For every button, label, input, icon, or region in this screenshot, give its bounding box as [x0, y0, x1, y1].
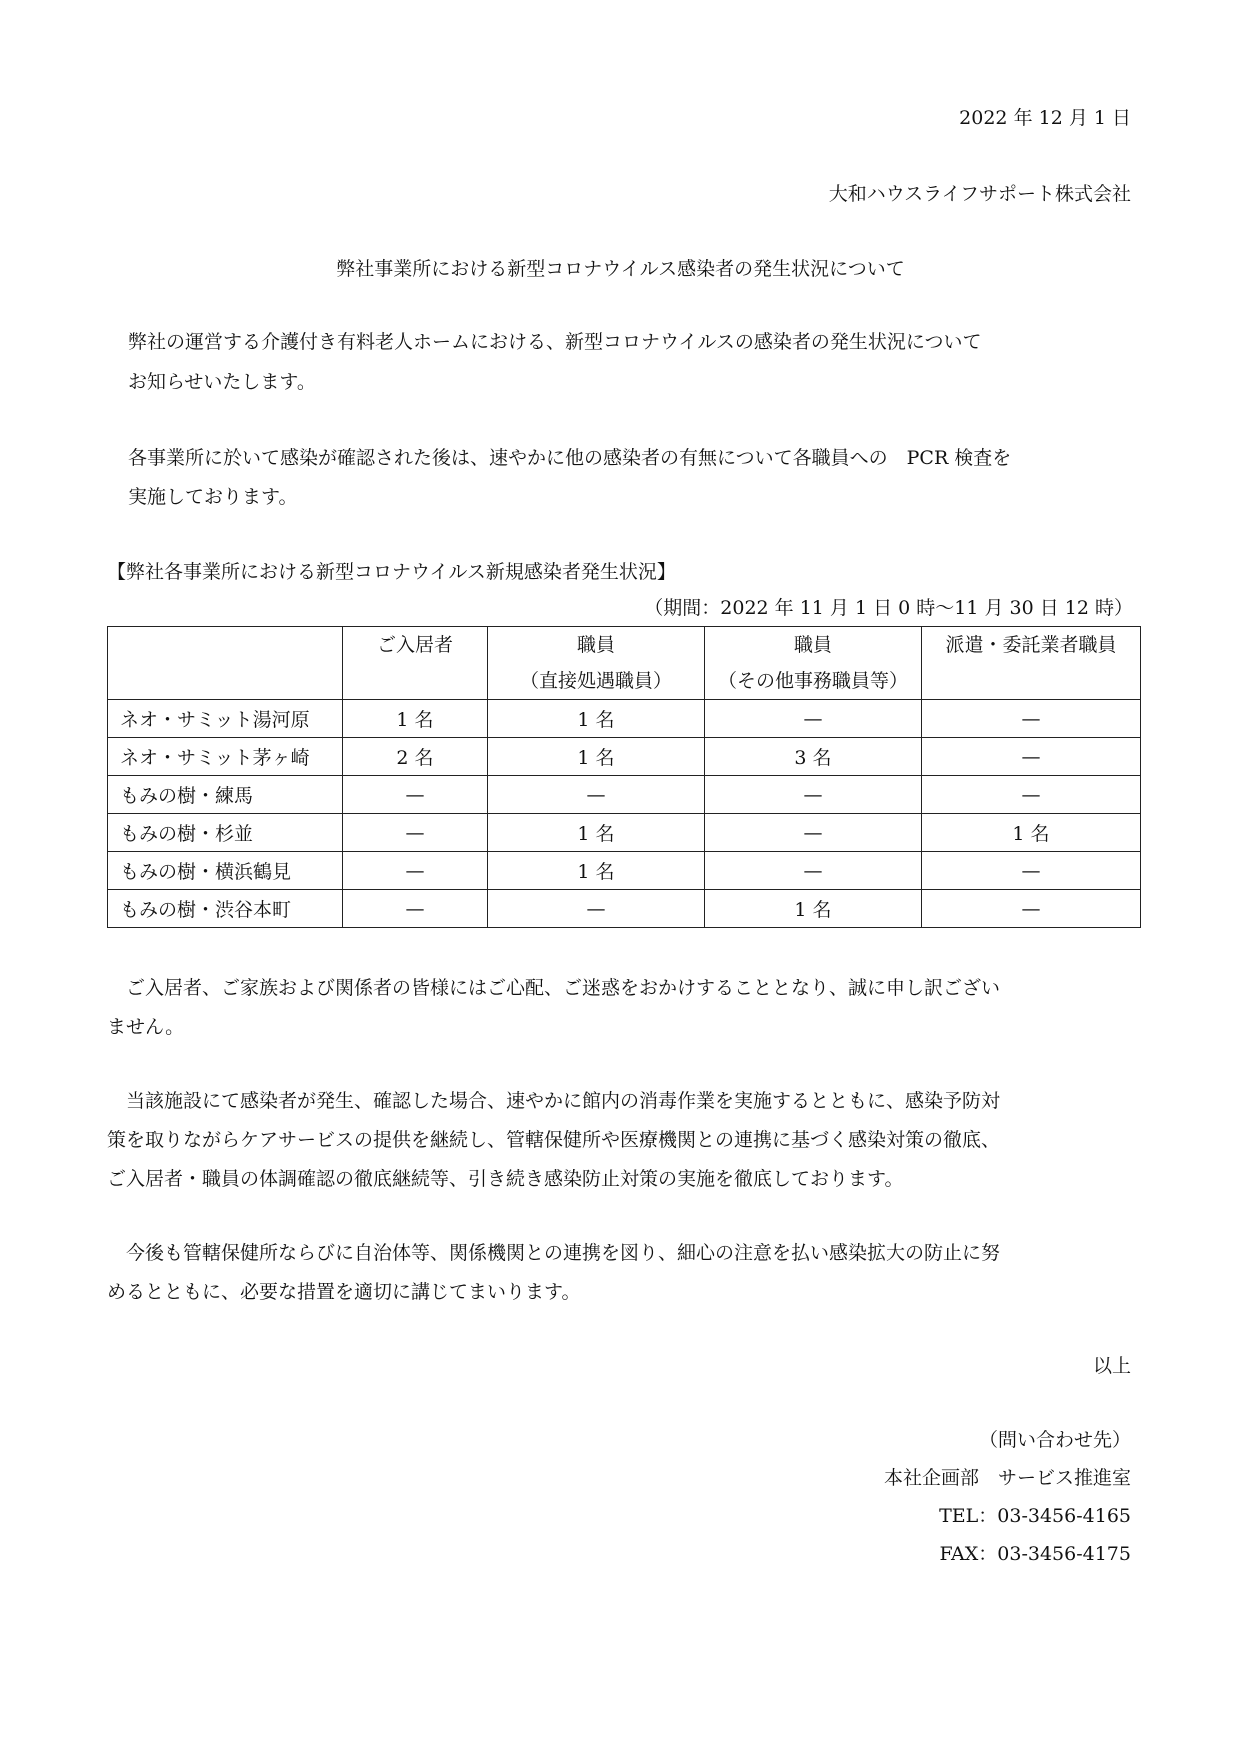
facility-name: もみの樹・横浜鶴見 [108, 852, 343, 890]
apology-paragraph-line: ません。 [107, 1016, 185, 1038]
measures-paragraph-line: 策を取りながらケアサービスの提供を継続し、管轄保健所や医療機関との連携に基づく感染対策の徹底、 [107, 1129, 1001, 1151]
office-staff-count: — [705, 852, 922, 890]
table-period: （期間：2022 年 11 月 1 日 0 時～11 月 30 日 12 時） [644, 597, 1133, 619]
contract-staff-count: — [922, 738, 1141, 776]
residents-count: — [343, 852, 488, 890]
table-row [108, 776, 1141, 814]
future-paragraph-line: 今後も管轄保健所ならびに自治体等、関係機関との連携を図り、細心の注意を払い感染拡大の防止に努 [107, 1242, 1001, 1264]
contract-staff-count: — [922, 852, 1141, 890]
direct-care-count: — [488, 776, 705, 814]
infection-status-table [107, 626, 1141, 928]
contact-heading: （問い合わせ先） [978, 1429, 1131, 1451]
office-staff-count: 1 名 [705, 890, 922, 928]
table-row [108, 700, 1141, 738]
pcr-paragraph-line: 実施しております。 [128, 486, 298, 508]
header-direct-care-staff: 職員 （直接処遇職員） [488, 627, 705, 700]
table-title: 【弊社各事業所における新型コロナウイルス新規感染者発生状況】 [107, 561, 676, 583]
office-staff-count: — [705, 700, 922, 738]
apology-paragraph-line: ご入居者、ご家族および関係者の皆様にはご心配、ご迷惑をおかけすることとなり、誠に申し訳ござい [107, 977, 1001, 999]
contract-staff-count: 1 名 [922, 814, 1141, 852]
direct-care-count: 1 名 [488, 700, 705, 738]
contract-staff-count: — [922, 776, 1141, 814]
header-office-staff: 職員 （その他事務職員等） [705, 627, 922, 700]
facility-name: もみの樹・練馬 [108, 776, 343, 814]
document-title: 弊社事業所における新型コロナウイルス感染者の発生状況について [336, 258, 905, 280]
direct-care-count: 1 名 [488, 814, 705, 852]
facility-name: もみの樹・杉並 [108, 814, 343, 852]
direct-care-count: 1 名 [488, 852, 705, 890]
document-date: 2022 年 12 月 1 日 [959, 107, 1131, 129]
office-staff-count: — [705, 814, 922, 852]
closing-text: 以上 [1092, 1355, 1131, 1377]
pcr-paragraph-line: 各事業所に於いて感染が確認された後は、速やかに他の感染者の有無について各職員への PCR 検査を [128, 447, 1012, 469]
office-staff-count: — [705, 776, 922, 814]
table-header-row [108, 627, 1141, 700]
header-contract-staff: 派遣・委託業者職員 [922, 627, 1141, 700]
facility-name: もみの樹・渋谷本町 [108, 890, 343, 928]
office-staff-count: 3 名 [705, 738, 922, 776]
contract-staff-count: — [922, 890, 1141, 928]
measures-paragraph-line: 当該施設にて感染者が発生、確認した場合、速やかに館内の消毒作業を実施するとともに、感染予防対 [107, 1090, 1001, 1112]
contract-staff-count: — [922, 700, 1141, 738]
contact-tel: TEL：03-3456-4165 [939, 1505, 1131, 1527]
residents-count: — [343, 776, 488, 814]
future-paragraph-line: めるとともに、必要な措置を適切に講じてまいります。 [107, 1281, 581, 1303]
intro-paragraph-line: 弊社の運営する介護付き有料老人ホームにおける、新型コロナウイルスの感染者の発生状況について [128, 331, 982, 353]
residents-count: — [343, 890, 488, 928]
table-row [108, 852, 1141, 890]
direct-care-count: — [488, 890, 705, 928]
measures-paragraph-line: ご入居者・職員の体調確認の徹底継続等、引き続き感染防止対策の実施を徹底しております。 [107, 1168, 904, 1190]
company-name: 大和ハウスライフサポート株式会社 [828, 183, 1131, 205]
direct-care-count: 1 名 [488, 738, 705, 776]
header-facility [108, 627, 343, 700]
contact-department: 本社企画部 サービス推進室 [883, 1467, 1131, 1489]
intro-paragraph-line: お知らせいたします。 [128, 371, 316, 393]
residents-count: 1 名 [343, 700, 488, 738]
contact-fax: FAX：03-3456-4175 [939, 1543, 1131, 1565]
residents-count: — [343, 814, 488, 852]
table-row [108, 814, 1141, 852]
residents-count: 2 名 [343, 738, 488, 776]
facility-name: ネオ・サミット湯河原 [108, 700, 343, 738]
facility-name: ネオ・サミット茅ヶ崎 [108, 738, 343, 776]
header-residents: ご入居者 [343, 627, 488, 700]
table-row [108, 890, 1141, 928]
table-row [108, 738, 1141, 776]
